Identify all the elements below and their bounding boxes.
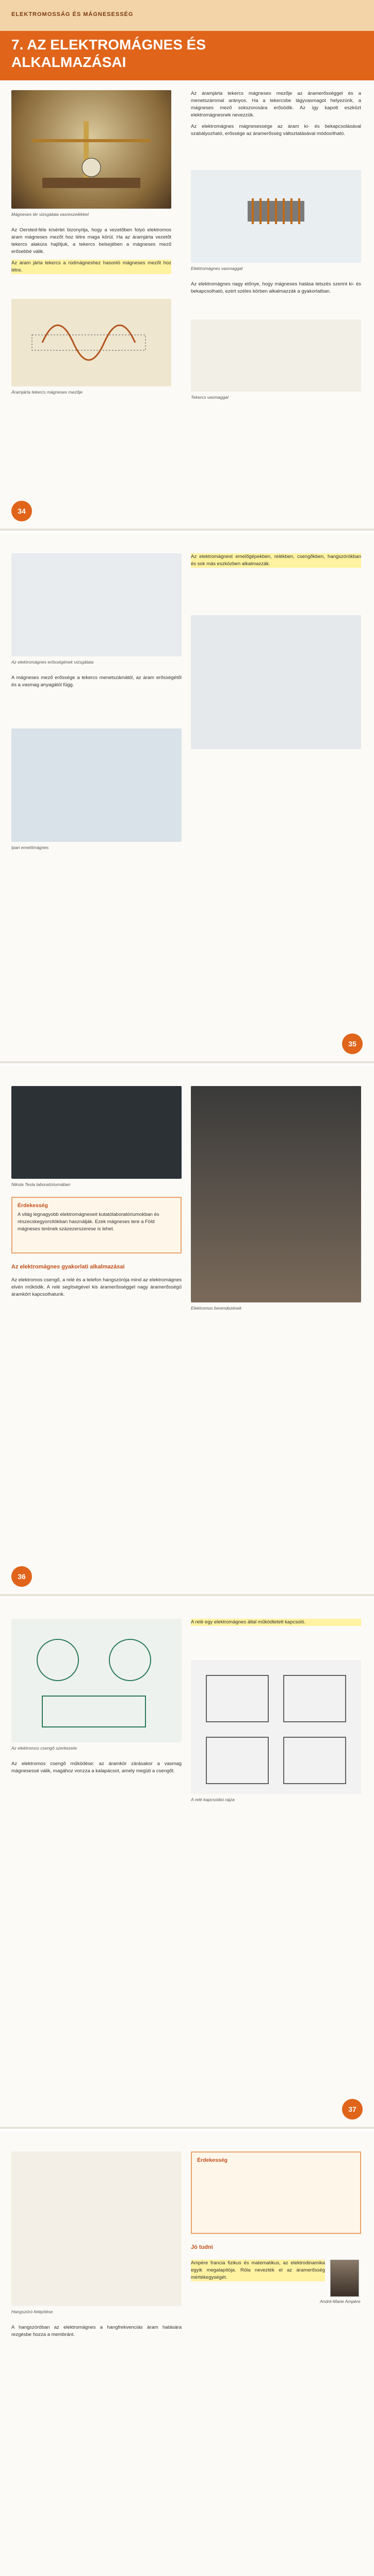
page-number: 35 xyxy=(342,1033,363,1054)
bell-diagram xyxy=(11,1619,182,1742)
right-caption: Elektromágnes vasmaggal xyxy=(191,266,243,271)
box-title: Érdekesség xyxy=(197,2157,227,2163)
interest-box xyxy=(11,1197,182,1253)
page-2 xyxy=(0,533,374,1063)
p5-caption-1: Hangszóró felépítése xyxy=(11,2309,53,2314)
lower-paragraph: Az elektromágnes nagy előnye, hogy mágneses hatása tetszés szerint ki- és bekapcsolható, ezért széles körben alkalmazzák a gyakorlatban. xyxy=(191,281,361,294)
page-1 xyxy=(0,0,374,531)
right-paragraph-1: Az áramjárta tekercs mágneses mezője az áramerősséggel és a menetszámmal arányos. Ha a tekercsbe lágyvasmagot helyezünk, a mágneses mező sokszorosára erősödik. Az így kapott eszközt elektromágnesnek nevezzük. xyxy=(191,91,361,118)
p2-right-column xyxy=(191,553,361,572)
page-number: 36 xyxy=(11,1566,32,1587)
p5-interest-box xyxy=(191,2151,361,2234)
page-5 xyxy=(0,2131,374,2576)
photo-compass-experiment xyxy=(11,90,171,209)
p2-caption-2: Ipari emelőmágnes xyxy=(11,845,49,850)
p4-left-column xyxy=(11,1760,182,1779)
page-4 xyxy=(0,1598,374,2129)
chapter-title: 7. AZ ELEKTROMÁGNES ÉS ALKALMAZÁSAI xyxy=(11,37,206,70)
p2-paragraph-1: A mágneses mező erőssége a tekercs menetszámától, az áram erősségétől és a vasmag anyagától függ. xyxy=(11,675,182,688)
p2-paragraph-2: Az elektromágnest emelőgépekben, relékben, csengőkben, hangszórókban és sok más eszközben alkalmazzák. xyxy=(191,554,361,567)
p4-paragraph-2: A relé egy elektromágnes által működtetett kapcsoló. xyxy=(191,1619,361,1626)
p3-caption-1: Nikola Tesla laboratóriumában xyxy=(11,1182,71,1187)
page-number: 37 xyxy=(342,2099,363,2120)
p5-paragraph-1: A hangszóróban az elektromágnes a hangfrekvenciás áram hatására rezgésbe hozza a membránt. xyxy=(11,2325,182,2337)
p5-bio-text: Ampère francia fizikus és matematikus, az elektrodinamika egyik megalapítója. Róla nevezték el az áramerősség mértékegységét. xyxy=(191,2260,325,2280)
caption-a: Mágneses tér vizsgálata vasreszelékkel xyxy=(11,212,89,217)
left-caption: Áramjárta tekercs mágneses mezője xyxy=(11,389,83,395)
p5-caption-2: André-Marie Ampère xyxy=(320,2299,361,2304)
box-text: A világ legnagyobb elektromágneseit kutatólaboratóriumokban és részecskegyorsítókban használják. Ezek mágneses tere a Föld mágneses terének százezerszerese is lehet. xyxy=(18,1212,159,1232)
caption-b: Tekercs vasmaggal xyxy=(191,395,229,400)
right-lower-column xyxy=(191,281,361,299)
left-highlight: Az áram járta tekercs a rúdmágneshez hasonló mágneses mezőt hoz létre. xyxy=(11,260,171,273)
p3-paragraph-1: Az elektromos csengő, a relé és a telefon hangszórója mind az elektromágnes elvén működik. A relé segítségével kis áramerősséggel nagy áramerősségű áramkört kapcsolhatunk. xyxy=(11,1277,182,1297)
p2-left-column xyxy=(11,674,182,693)
p4-right-column xyxy=(191,1619,361,1630)
page-3 xyxy=(0,1065,374,1596)
p5-subhead: Jó tudni xyxy=(191,2244,213,2250)
section-subhead: Az elektromágnes gyakorlati alkalmazásai xyxy=(11,1264,125,1270)
page-number: 34 xyxy=(11,501,32,521)
right-paragraph-2: Az elektromágnes mágnesessége az áram ki- és bekapcsolásával szabályozható, erőssége az áramerősség változtatásával módosítható. xyxy=(191,124,361,137)
right-column xyxy=(191,90,361,142)
relay-diagram xyxy=(191,1660,361,1794)
p4-caption-1: Az elektromos csengő szerkezete xyxy=(11,1745,77,1751)
coil-field-illustration xyxy=(11,299,171,386)
photo-coil-with-core xyxy=(191,319,361,392)
photo-lifting-magnet xyxy=(11,728,182,842)
running-head: ELEKTROMOSSÁG ÉS MÁGNESESSÉG xyxy=(11,11,134,18)
p5-left-column xyxy=(11,2324,182,2343)
p3-left-column xyxy=(11,1277,182,1302)
p3-caption-2: Elektromos berendezések xyxy=(191,1306,242,1311)
diagram-bell xyxy=(11,1619,182,1742)
diagram-relay xyxy=(191,1660,361,1794)
portrait-ampere xyxy=(330,2260,359,2297)
electromagnet-illustration xyxy=(191,170,361,263)
wire-apparatus-illustration xyxy=(11,90,171,209)
left-column xyxy=(11,227,171,278)
photo-apparatus xyxy=(191,615,361,749)
photo-equipment xyxy=(191,1086,361,1302)
left-paragraph-1: Az Oersted-féle kísérlet bizonyítja, hogy a vezetőben folyó elektromos áram mágneses mezőt hoz létre maga körül. Ha az áramjárta vezetőt tekercs alakúra hajlítjuk, a tekercs belsejében a mágneses mező erősebbé válik. xyxy=(11,227,171,255)
box-title: Érdekesség xyxy=(18,1202,48,1209)
photo-electromagnet xyxy=(191,170,361,263)
photo-coil-field xyxy=(11,299,171,386)
p4-paragraph-1: Az elektromos csengő működése: az áramkör zárásakor a vasmag mágnesessé válik, magához vonzza a kalapácsot, amely megüti a csengőt. xyxy=(11,1761,182,1774)
photo-tesla xyxy=(11,1086,182,1179)
p2-caption-1: Az elektromágnes erősségének vizsgálata xyxy=(11,659,94,665)
photo-electromagnet-test xyxy=(11,553,182,656)
diagram-speaker xyxy=(11,2151,182,2306)
p5-right-column xyxy=(191,2260,325,2285)
p4-caption-2: A relé kapcsolási rajza xyxy=(191,1797,235,1802)
